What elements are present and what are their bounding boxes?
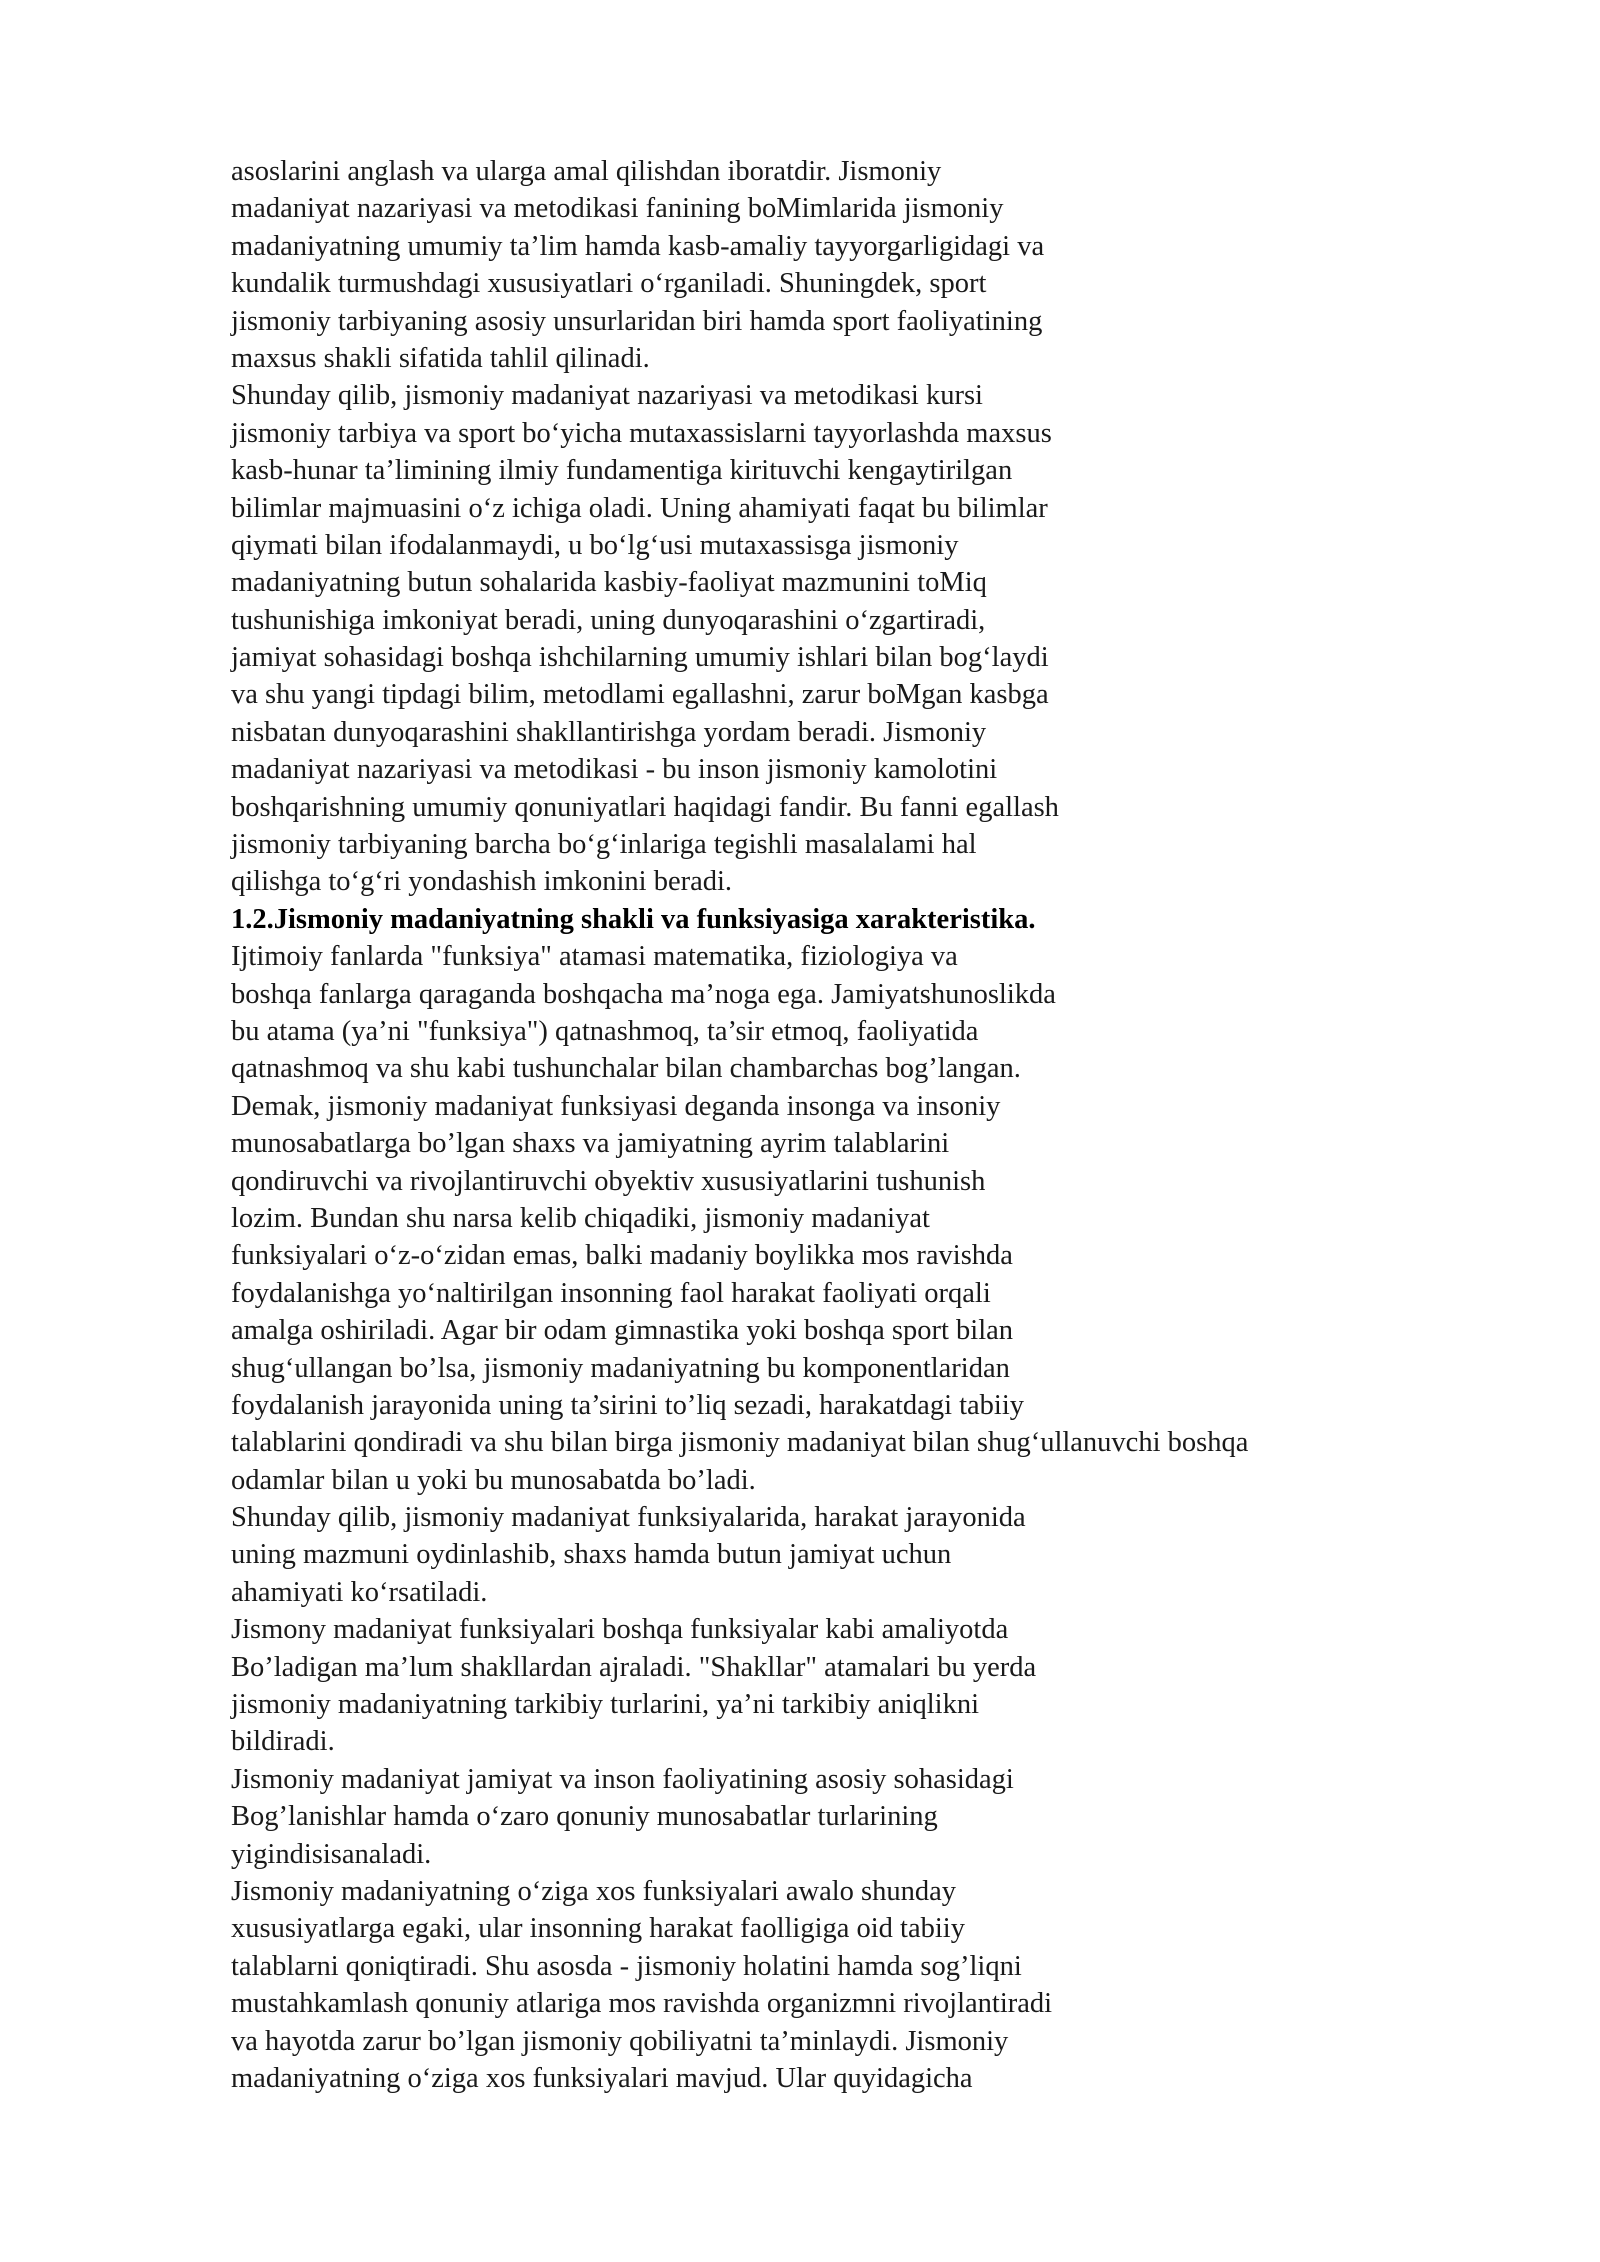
text-line: Shunday qilib, jismoniy madaniyat nazariyasi va metodikasi kursi [231,380,983,412]
text-line: qondiruvchi va rivojlantiruvchi obyektiv xususiyatlarini tushunish [231,1165,986,1197]
text-line: boshqa fanlarga qaraganda boshqacha ma’noga ega. Jamiyatshunoslikda [231,978,1056,1010]
text-line: jamiyat sohasidagi boshqa ishchilarning umumiy ishlari bilan bog‘laydi [231,642,1049,674]
text-line: Jismoniy madaniyatning o‘ziga xos funksiyalari awalo shunday [231,1875,957,1907]
text-line: jismoniy tarbiyaning barcha bo‘g‘inlariga tegishli masalalami hal [231,829,977,861]
text-line: madaniyatning butun sohalarida kasbiy-faoliyat mazmunini toMiq [231,567,987,599]
text-line: nisbatan dunyoqarashini shakllantirishga yordam beradi. Jismoniy [231,716,987,748]
text-line: kundalik turmushdagi xususiyatlari o‘rganiladi. Shuningdek, sport [231,268,987,300]
text-line: jismoniy tarbiyaning asosiy unsurlaridan biri hamda sport faoliyatining [231,305,1043,337]
text-line: asoslarini anglash va ularga amal qilishdan iboratdir. Jismoniy [231,156,942,187]
text-line: lozim. Bundan shu narsa kelib chiqadiki, jismoniy madaniyat [231,1202,930,1234]
text-line: madaniyat nazariyasi va metodikasi - bu inson jismoniy kamolotini [231,754,998,786]
text-line: Jismoniy madaniyat jamiyat va inson faoliyatining asosiy sohasidagi [231,1763,1014,1795]
text-line: mustahkamlash qonuniy atlariga mos ravishda organizmni rivojlantiradi [231,1988,1053,2020]
text-line: Shunday qilib, jismoniy madaniyat funksiyalarida, harakat jarayonida [231,1502,1026,1534]
text-line: madaniyatning o‘ziga xos funksiyalari mavjud. Ular quyidagicha [231,2062,973,2094]
text-line: bilimlar majmuasini o‘z ichiga oladi. Uning ahamiyati faqat bu bilimlar [231,492,1048,524]
text-line: kasb-hunar ta’limining ilmiy fundamentiga kirituvchi kengaytirilgan [231,455,1013,487]
text-line: talablarni qoniqtiradi. Shu asosda - jismoniy holatini hamda sog’liqni [231,1950,1022,1982]
text-line: shug‘ullangan bo’lsa, jismoniy madaniyatning bu komponentlaridan [231,1352,1010,1384]
text-line: qatnashmoq va shu kabi tushunchalar bilan chambarchas bog’langan. [231,1053,1021,1085]
text-line: yigindisisanaladi. [231,1838,432,1870]
text-line: talablarini qondiradi va shu bilan birga jismoniy madaniyat bilan shug‘ullanuvchi boshqa [231,1427,1249,1459]
text-line: foydalanishga yo‘naltirilgan insonning faol harakat faoliyati orqali [231,1277,991,1309]
text-line: maxsus shakli sifatida tahlil qilinadi. [231,342,650,374]
text-line: munosabatlarga bo’lgan shaxs va jamiyatning ayrim talablarini [231,1128,950,1160]
text-line: va shu yangi tipdagi bilim, metodlami egallashni, zarur boMgan kasbga [231,679,1049,711]
text-line: amalga oshiriladi. Agar bir odam gimnastika yoki boshqa sport bilan [231,1315,1014,1347]
text-line: bildiradi. [231,1726,335,1758]
text-line: madaniyatning umumiy ta’lim hamda kasb-amaliy tayyorgarligidagi va [231,230,1045,262]
text-line: bu atama (ya’ni "funksiya") qatnashmoq, ta’sir etmoq, faoliyatida [231,1015,979,1047]
text-line: odamlar bilan u yoki bu munosabatda bo’ladi. [231,1464,756,1496]
text-line: boshqarishning umumiy qonuniyatlari haqidagi fandir. Bu fanni egallash [231,791,1059,823]
text-line: ahamiyati ko‘rsatiladi. [231,1576,488,1608]
text-line: jismoniy madaniyatning tarkibiy turlarini, ya’ni tarkibiy aniqlikni [231,1689,979,1721]
text-line: Bog’lanishlar hamda o‘zaro qonuniy munosabatlar turlarining [231,1801,938,1833]
text-line: va hayotda zarur bo’lgan jismoniy qobiliyatni ta’minlaydi. Jismoniy [231,2025,1009,2057]
text-line: qilishga to‘g‘ri yondashish imkonini beradi. [231,866,733,898]
text-line: tushunishiga imkoniyat beradi, uning dunyoqarashini o‘zgartiradi, [231,604,986,636]
text-line: jismoniy tarbiya va sport bo‘yicha mutaxassislarni tayyorlashda maxsus [231,417,1052,449]
text-line: uning mazmuni oydinlashib, shaxs hamda butun jamiyat uchun [231,1539,952,1571]
text-line: foydalanish jarayonida uning ta’sirini to’liq sezadi, harakatdagi tabiiy [231,1389,1025,1421]
text-line: xususiyatlarga egaki, ular insonning harakat faolligiga oid tabiiy [231,1913,965,1945]
text-line: Jismony madaniyat funksiyalari boshqa funksiyalar kabi amaliyotda [231,1614,1009,1646]
text-line: madaniyat nazariyasi va metodikasi fanining boMimlarida jismoniy [231,193,1004,225]
text-line: Bo’ladigan ma’lum shakllardan ajraladi. "Shakllar" atamalari bu yerda [231,1651,1037,1683]
section-heading: 1.2.Jismoniy madaniyatning shakli va funksiyasiga xarakteristika. [231,903,1036,935]
text-line: Ijtimoiy fanlarda "funksiya" atamasi matematika, fiziologiya va [231,941,958,973]
text-line: funksiyalari o‘z-o‘zidan emas, balki madaniy boylikka mos ravishda [231,1240,1013,1272]
body-text [231,153,1491,2097]
text-line: Demak, jismoniy madaniyat funksiyasi deganda insonga va insoniy [231,1090,1001,1122]
text-line: qiymati bilan ifodalanmaydi, u bo‘lg‘usi mutaxassisga jismoniy [231,529,959,561]
